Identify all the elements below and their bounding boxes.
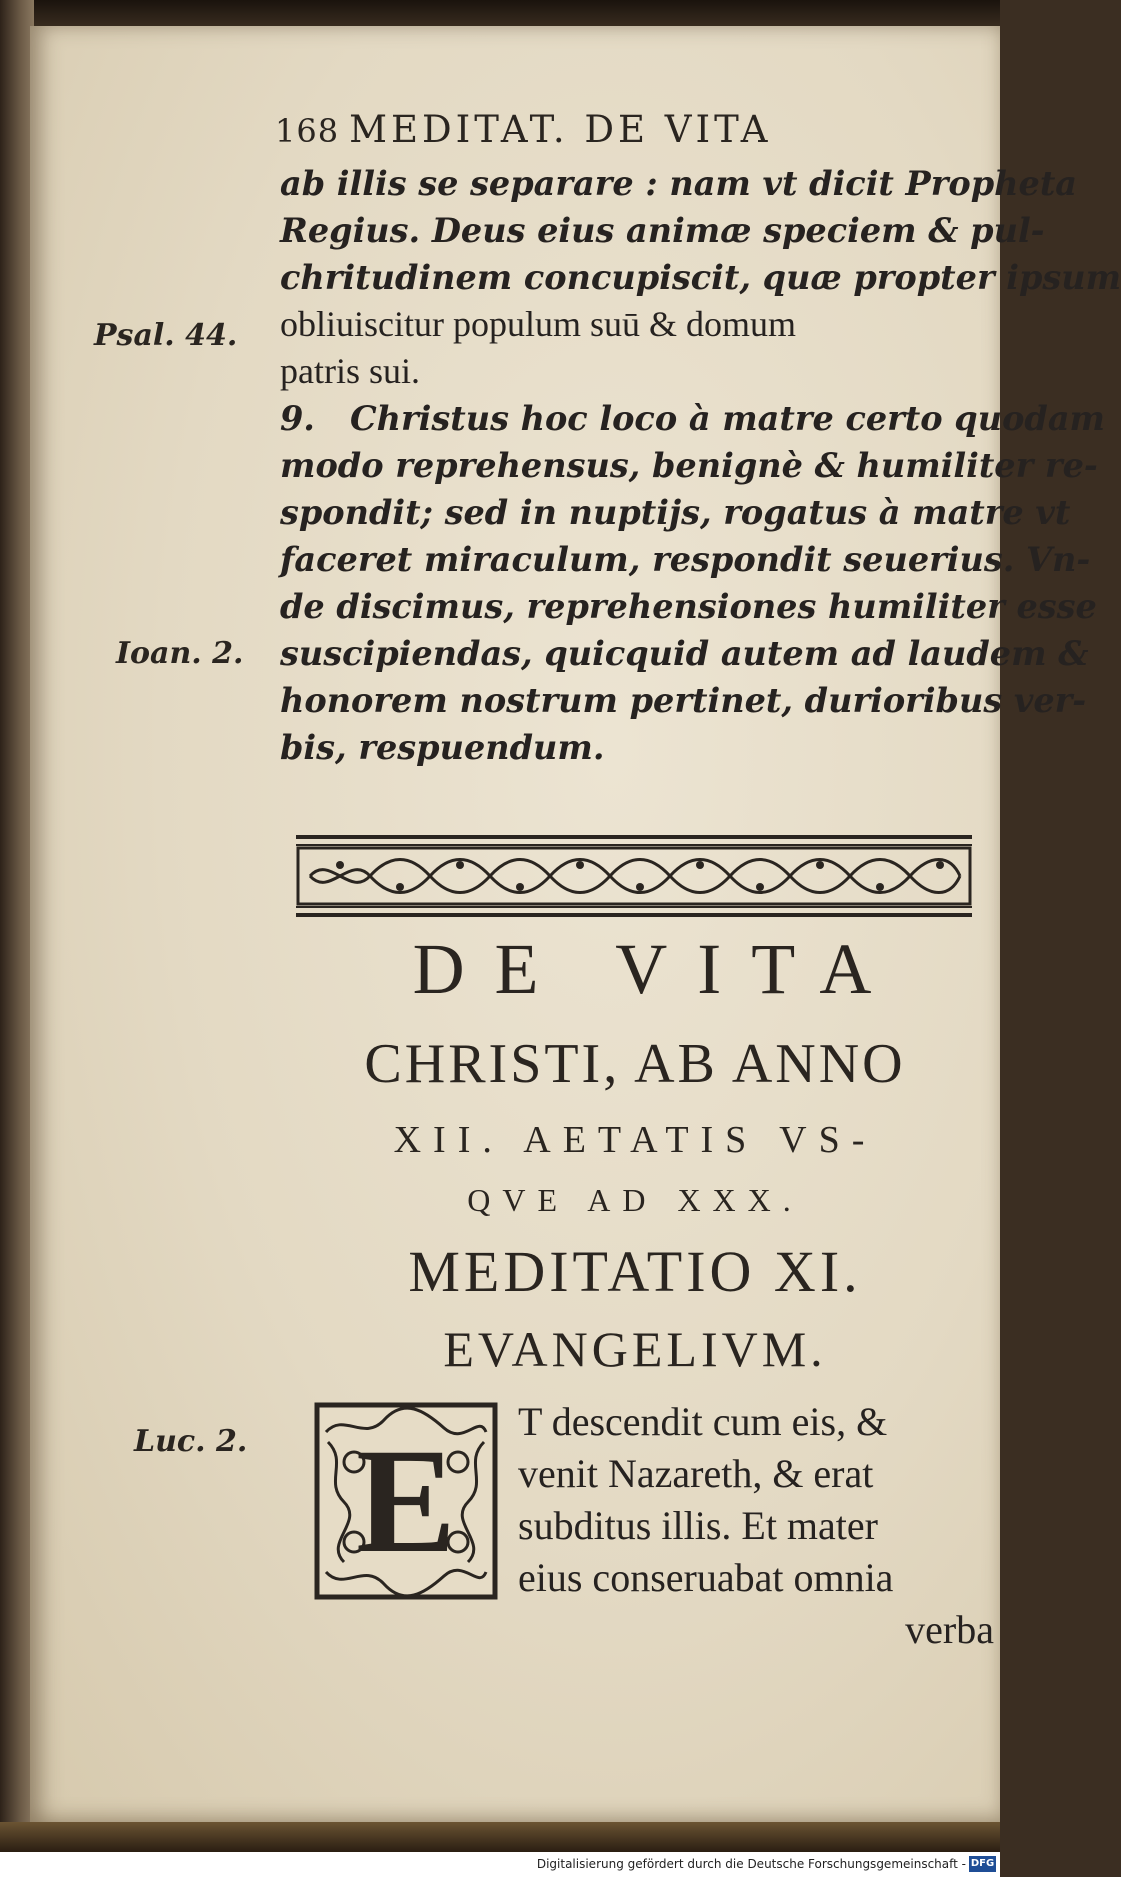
running-head <box>275 108 772 151</box>
text-line: modo reprehensus, benignè & humiliter re- <box>280 446 1098 485</box>
page-number: 168 <box>275 112 340 150</box>
section-title-line: CHRISTI, AB ANNO <box>364 1033 906 1095</box>
text-line: suscipiendas, quicquid autem ad laudem & <box>280 634 1089 673</box>
text-line: spondit; sed in nuptijs, rogatus à matre vt <box>280 493 1071 532</box>
paragraph-number: 9. <box>280 399 315 438</box>
body-text <box>280 160 1121 771</box>
text-line: patris sui. <box>280 351 420 391</box>
gospel-line: verba <box>905 1607 994 1652</box>
book-bottom-edge <box>0 1822 1000 1852</box>
text-line: faceret miraculum, respondit seuerius. Vn- <box>280 540 1091 579</box>
decorated-initial <box>314 1402 498 1600</box>
margin-note-ioan: Ioan. 2. <box>116 636 244 671</box>
running-title: MEDITAT. DE VITA <box>349 108 772 151</box>
book-spine-edge <box>0 0 34 1877</box>
gospel-line: eius conseruabat omnia <box>518 1555 894 1600</box>
text-line: ab illis se separare : nam vt dicit Propheta <box>280 164 1078 203</box>
meditation-heading: MEDITATIO XI. <box>408 1239 862 1304</box>
gospel-line: T descendit cum eis, & <box>518 1399 888 1444</box>
text-line: de discimus, reprehensiones humiliter esse <box>280 587 1097 626</box>
gospel-text <box>518 1396 998 1656</box>
section-title-line: XII. AETATIS VS- <box>393 1119 877 1161</box>
gospel-heading: EVANGELIVM. <box>443 1321 827 1377</box>
text-line-9 <box>280 395 1105 442</box>
section-title-line: QVE AD XXX. <box>467 1182 803 1218</box>
section-title-main: DE VITA <box>412 929 902 1009</box>
text-line: obliuiscitur populum suū & domum <box>280 304 797 344</box>
footer-credit: Digitalisierung gefördert durch die Deutsche Forschungsgemeinschaft - <box>536 1857 966 1871</box>
gospel-line: subditus illis. Et mater <box>518 1503 878 1548</box>
book-top-edge <box>0 0 1000 28</box>
text-line: honorem nostrum pertinet, durioribus ver- <box>280 681 1087 720</box>
text-line: chritudinem concupiscit, quæ propter ipsum <box>280 258 1121 297</box>
initial-letter: E <box>355 1418 457 1584</box>
text-line: Regius. Deus eius animæ speciem & pul- <box>280 211 1045 250</box>
text-line: bis, respuendum. <box>280 728 605 767</box>
gospel-line: venit Nazareth, & erat <box>518 1451 874 1496</box>
headpiece-ornament <box>295 834 973 918</box>
margin-note-luc: Luc. 2. <box>134 1424 248 1459</box>
dfg-logo: DFG <box>969 1856 996 1872</box>
margin-note-psal: Psal. 44. <box>94 318 238 353</box>
paragraph-text: Christus hoc loco à matre certo quodam <box>349 399 1105 438</box>
